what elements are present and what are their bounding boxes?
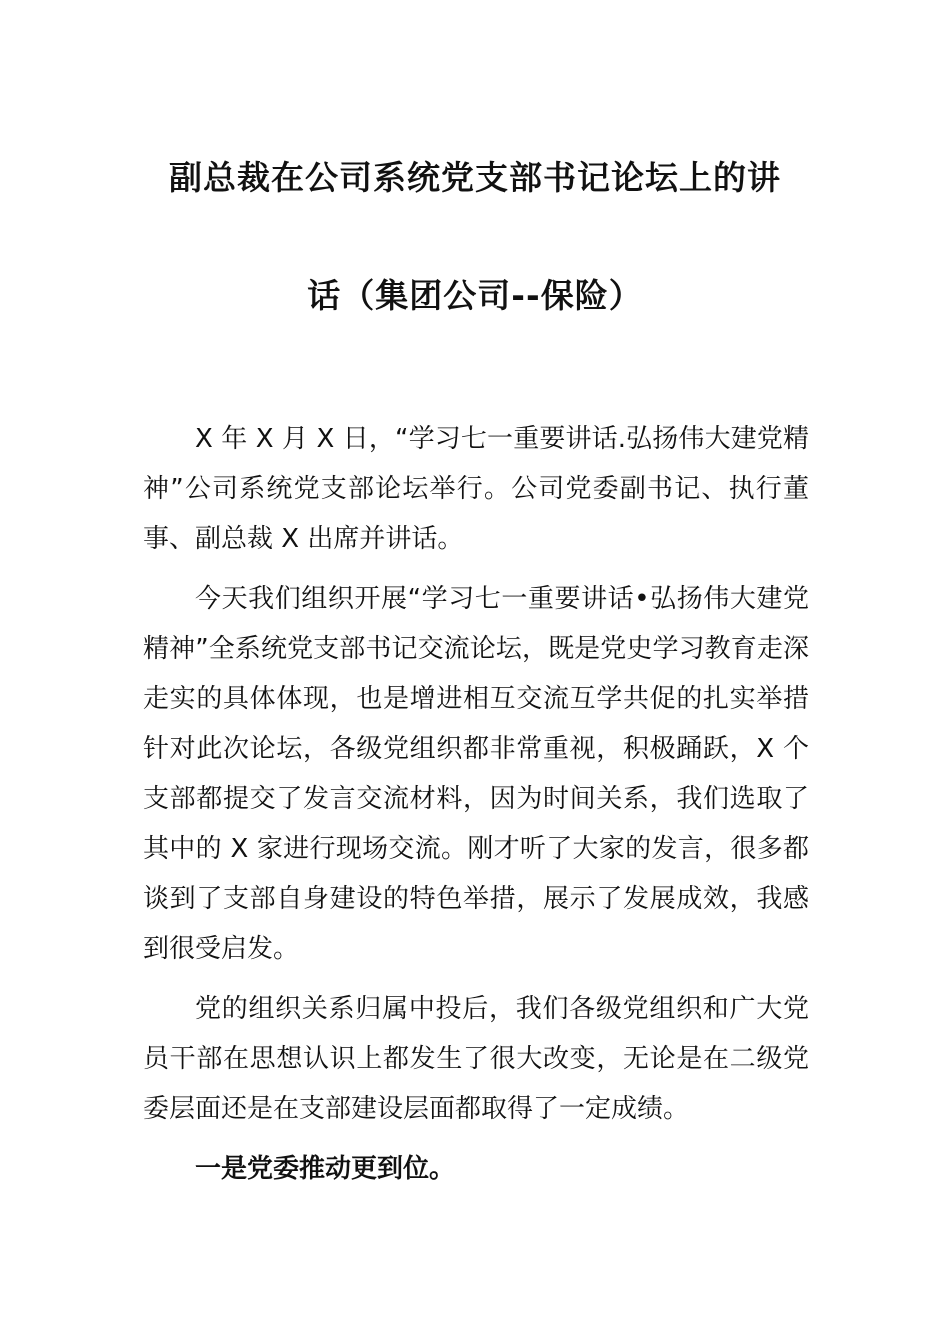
paragraph-forum: 今天我们组织开展“学习七一重要讲话•弘扬伟大建党精神”全系统党支部书记交流论坛，既是党史学习教育走深走实的具体体现，也是增进相互交流互学共促的扎实举措针对此次论坛，各级党组织都非常重视，积极踊跃，X 个支部都提交了发言交流材料，因为时间关系，我们选取了其中的 X 家进行现场交流。刚才听了大家的发言，很多都谈到了支部自身建设的特色举措，展示了发展成效，我感到很受启发。	[143, 584, 809, 964]
paragraph-achievements: 党的组织关系归属中投后，我们各级党组织和广大党员干部在思想认识上都发生了很大改变，无论是在二级党委层面还是在支部建设层面都取得了一定成绩。	[143, 994, 809, 1124]
document-title-line-2: 话（集团公司--保险）	[307, 276, 643, 315]
document-title-line-1: 副总裁在公司系统党支部书记论坛上的讲	[169, 158, 781, 197]
paragraph-intro: X 年 X 月 X 日，“学习七一重要讲话.弘扬伟大建党精神”公司系统党支部论坛举行。公司党委副书记、执行董事、副总裁 X 出席并讲话。	[143, 424, 809, 554]
section-heading: 一是党委推动更到位。	[195, 1154, 456, 1184]
document-body	[143, 414, 809, 1204]
